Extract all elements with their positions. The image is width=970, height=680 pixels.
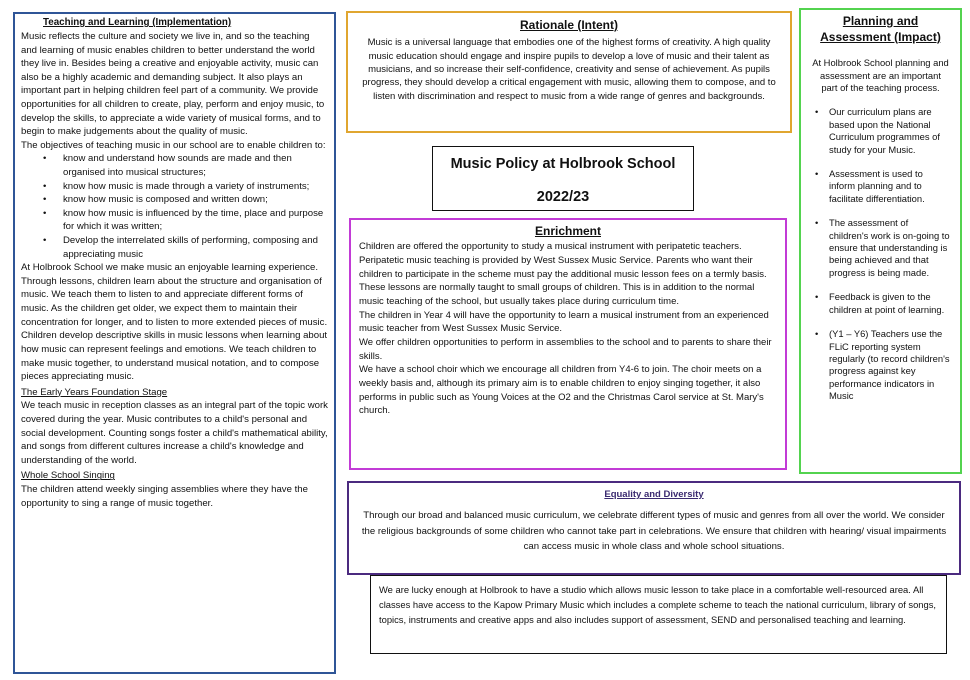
teaching-intro-text: Music reflects the culture and society we live in, and so the teaching and learning of music enables children to better understand the world they live in. Besides being a creative and enjoyable activity, music can also be a highly academic and demanding subject. It also plays an important part in helping children feel part of a community. We provide opportunities for all children to create, play, perform and enjoy music, to develop the skills, to appreciate a wide variety of musical forms, and to begin to make judgements about the quality of music.: [21, 30, 325, 138]
objective-item: • know how music is influenced by the time, place and purpose for which it was written;: [21, 207, 328, 234]
eyfs-heading: The Early Years Foundation Stage: [21, 386, 168, 398]
enrichment-heading: Enrichment: [534, 224, 601, 238]
policy-year: 2022/23: [536, 188, 590, 205]
objectives-list: [21, 152, 328, 261]
planning-item: • Feedback is given to the children at point of learning.: [811, 291, 950, 316]
planning-heading: Planning and Assessment (Impact): [820, 14, 941, 44]
objective-item: • know how music is composed and written down;: [21, 193, 328, 207]
equality-heading: Equality and Diversity: [604, 489, 704, 500]
enrichment-paragraph: We have a school choir which we encourage all children from Y4-6 to join. The choir meets on a weekly basis and, although its primary aim is to enable children to enjoy singing together, it also performs in public such as Young Voices at the O2 and the Christmas Carol service at St. Mary's church.: [359, 364, 764, 417]
enrichment-panel: [349, 218, 787, 470]
objectives-intro-text: The objectives of teaching music in our school are to enable children to:: [21, 139, 326, 151]
singing-heading: Whole School Singing: [21, 470, 115, 482]
holbrook-teaching-text: At Holbrook School we make music an enjoyable learning experience. Through lessons, children learn about the structure and organisation of music. We teach them to listen to and appreciate different forms of music. As the children get older, we expect them to maintain their concentration for longer, and to listen to more extended pieces of music. Children develop descriptive skills in music lessons when learning about how music can represent feelings and emotions. We teach children to make music together, to understand musical notation, and to compose pieces appreciating music.: [21, 262, 328, 383]
rationale-panel: [346, 11, 792, 133]
objective-item: • Develop the interrelated skills of performing, composing and appreciating music: [21, 234, 328, 261]
enrichment-paragraph: The children in Year 4 will have the opportunity to learn a musical instrument from an experienced music teacher from West Sussex Music Service.: [359, 309, 769, 335]
policy-title-box: [432, 146, 694, 211]
singing-text: The children attend weekly singing assemblies where they have the opportunity to sing a range of music together.: [21, 484, 308, 509]
rationale-heading: Rationale (Intent): [520, 18, 618, 32]
equality-diversity-panel: [347, 481, 961, 575]
studio-text: We are lucky enough at Holbrook to have a studio which allows music lesson to take place in a comfortable well-resourced area. All classes have access to the Kapow Primary Music which includes a complete scheme to teach the national curriculum, library of songs, topics, instruments and creative apps and also includes support of assessment, SEND and personalised teaching and learning.: [379, 584, 937, 626]
planning-item: • Assessment is used to inform planning and to facilitate differentiation.: [811, 168, 950, 205]
objective-item: • know how music is made through a variety of instruments;: [21, 180, 328, 194]
planning-list: [811, 106, 950, 402]
planning-assessment-panel: [799, 8, 962, 474]
teaching-learning-panel: [13, 12, 336, 674]
enrichment-paragraph: Children are offered the opportunity to study a musical instrument with peripatetic teachers. Peripatetic music teaching is provided by West Sussex Music Service. Parents who want their children to participate in the scheme must pay the additional music lesson fees on a termly basis. These lessons are normally taught to small groups of children. This is in addition to the normal music teaching of the school, but usually takes place during curriculum time.: [359, 241, 767, 307]
studio-panel: [370, 575, 947, 654]
planning-intro-text: At Holbrook School planning and assessment are an important part of the teaching process.: [812, 57, 949, 93]
equality-text: Through our broad and balanced music curriculum, we celebrate different types of music and genres from all over the world. We consider the religious backgrounds of some children who cannot take part in celebrations. We ensure that children with hearing/ visual impairments can access music in whole class and whole school situations.: [361, 510, 947, 552]
planning-item: • (Y1 – Y6) Teachers use the FLiC reporting system regularly (to record children's progress against key performance indicators in Music: [811, 328, 950, 402]
policy-title: Music Policy at Holbrook School: [450, 156, 676, 172]
teaching-learning-heading: Teaching and Learning (Implementation): [43, 17, 232, 28]
eyfs-text: We teach music in reception classes as an integral part of the topic work covered during the year. Music contributes to a child's personal and social development. Counting songs foster a child's mathematical ability, and songs from different cultures increase a child's knowledge and understanding of the world.: [21, 400, 328, 466]
enrichment-paragraph: We offer children opportunities to perform in assemblies to the school and to parents to share their skills.: [359, 336, 772, 362]
objective-item: • know and understand how sounds are made and then organised into musical structures;: [21, 152, 328, 179]
planning-item: • Our curriculum plans are based upon the National Curriculum programmes of study for your Music.: [811, 106, 950, 156]
planning-item: • The assessment of children's work is on-going to ensure that understanding is being achieved and that progress is being made.: [811, 217, 950, 279]
rationale-text: Music is a universal language that embodies one of the highest forms of creativity. A high quality music education should engage and inspire pupils to develop a love of music and their talent as musicians, and so increase their self-confidence, creativity and sense of achievement. As pupils progress, they should develop a critical engagement with music, allowing them to compose, and to listen with discrimination and respect to music from a wide range of genres and backgrounds.: [362, 37, 776, 102]
